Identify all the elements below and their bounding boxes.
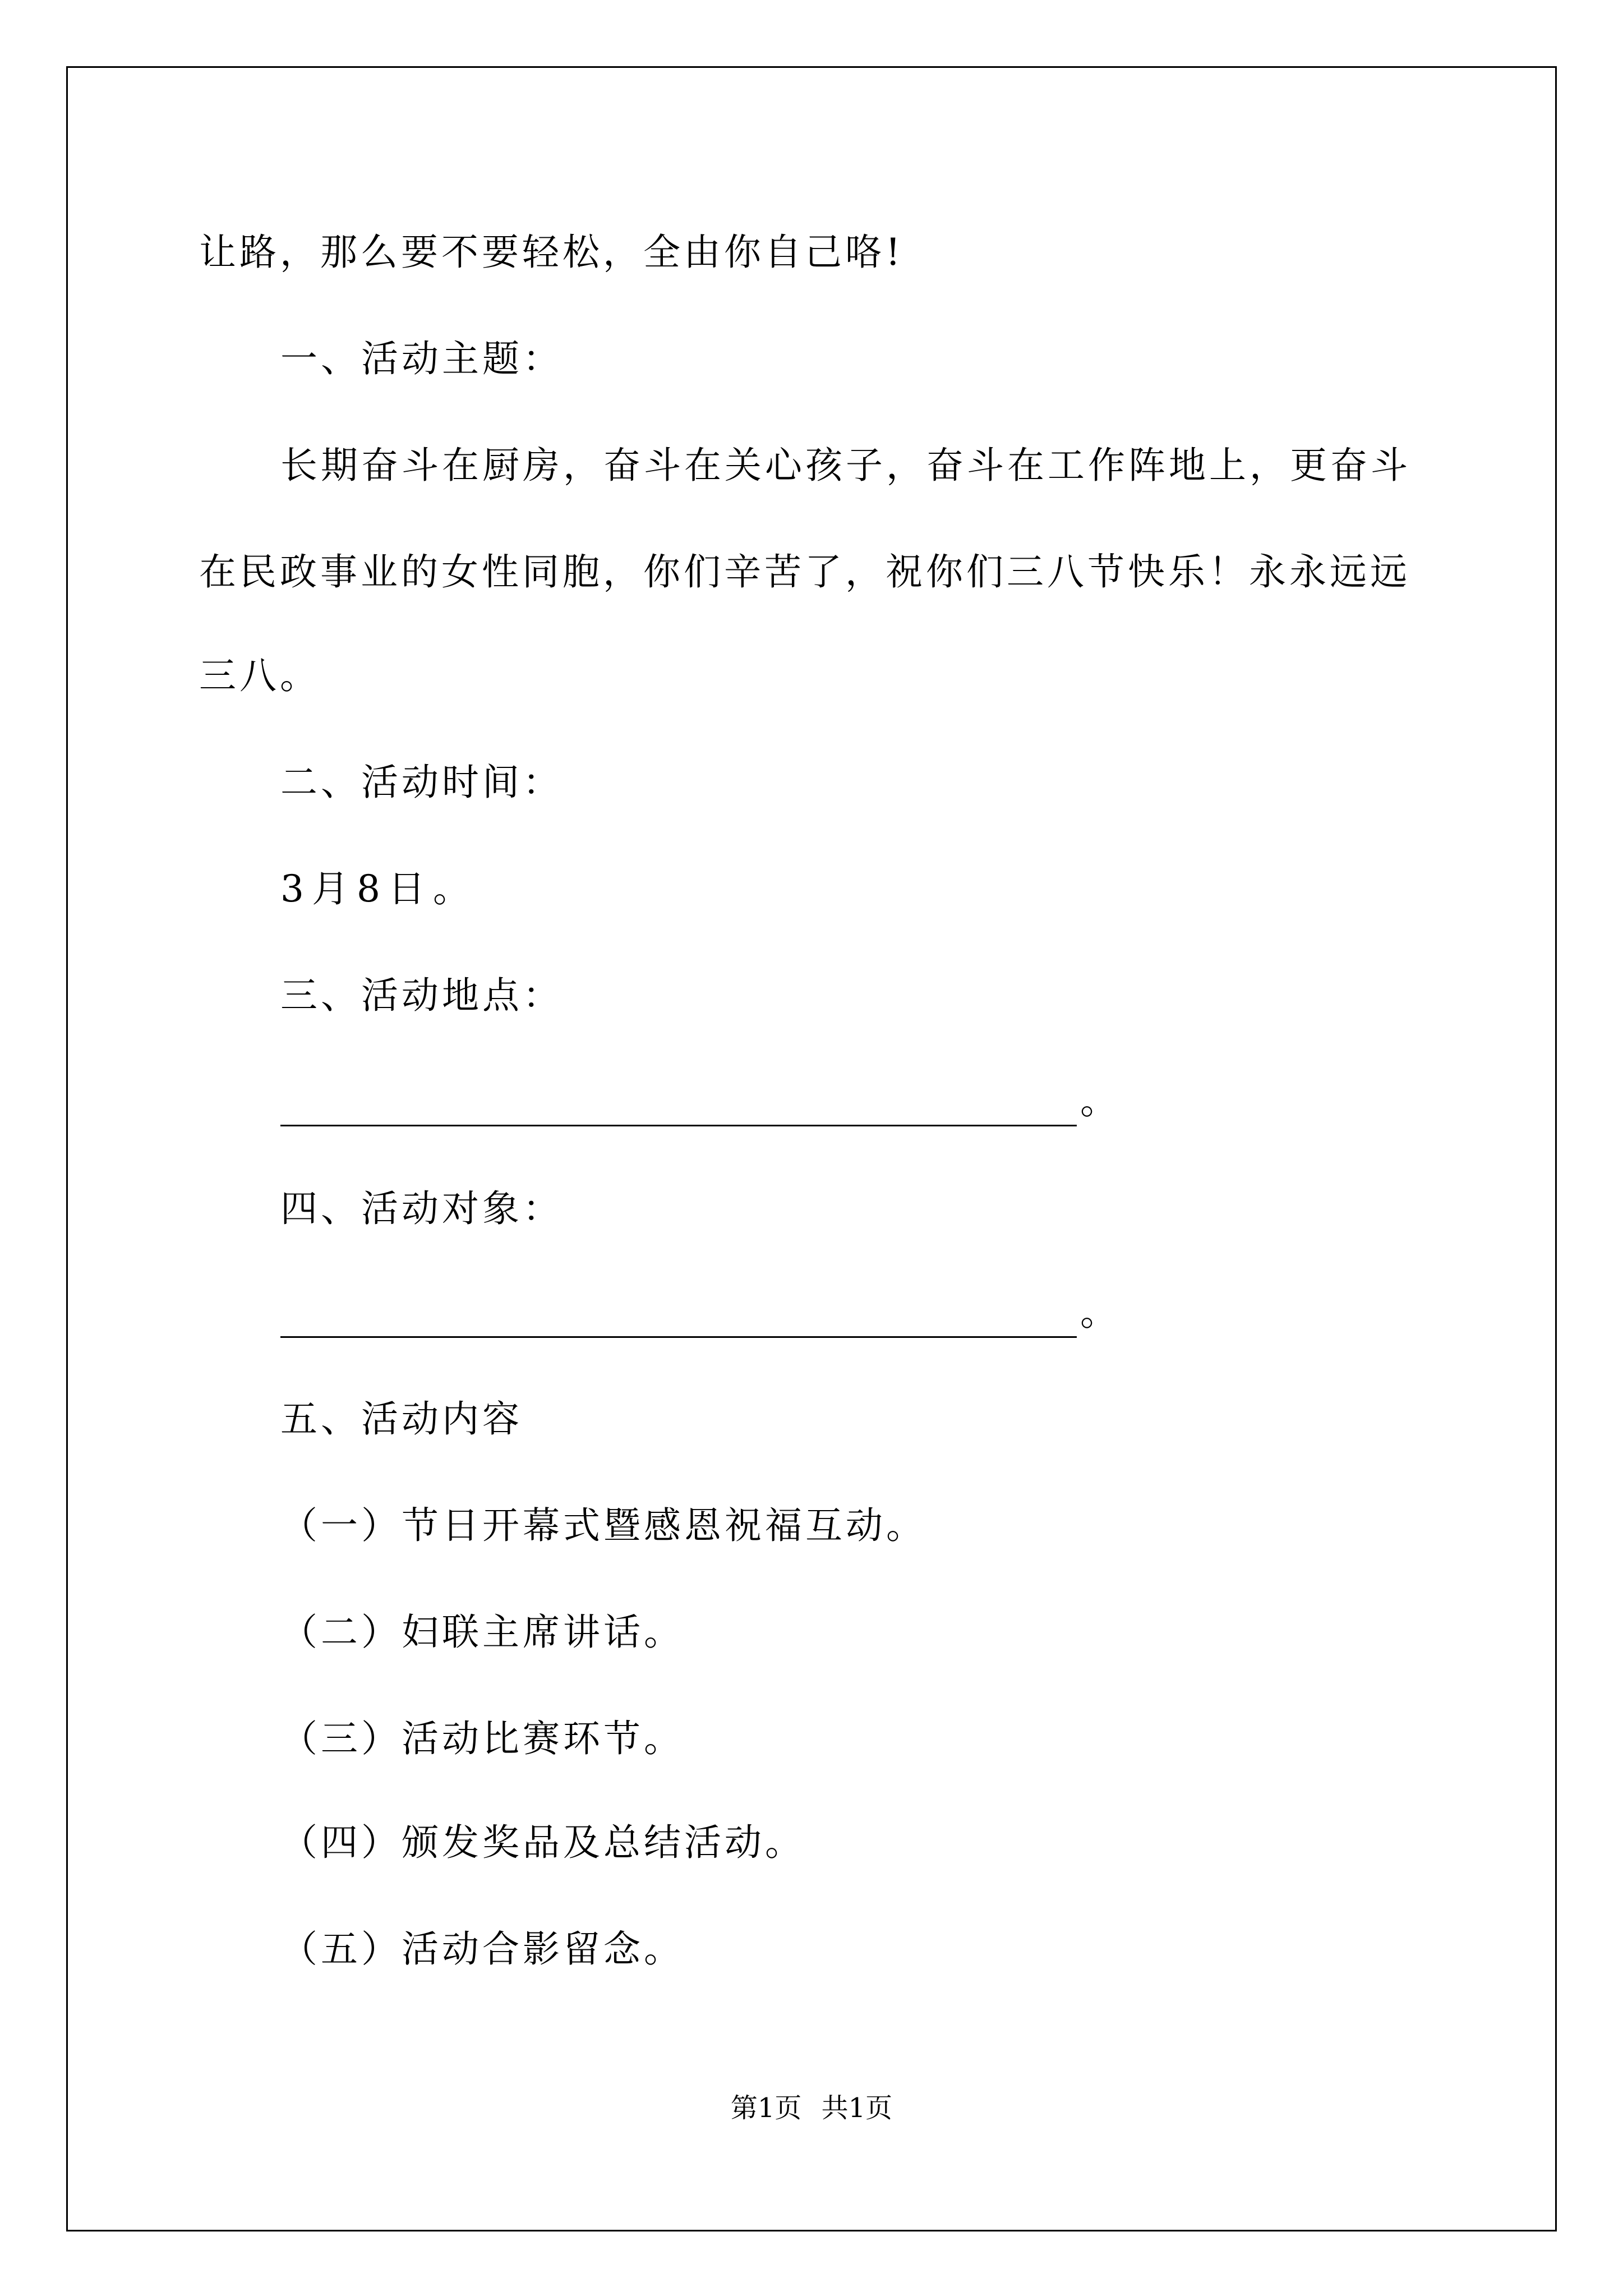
section-heading-location: 三、活动地点： xyxy=(280,974,563,1017)
content-item: （二）妇联主席讲话。 xyxy=(280,1611,684,1654)
section-heading-theme: 一、活动主题： xyxy=(280,337,563,380)
body-line: 三八。 xyxy=(199,654,320,697)
content-item: （四）颁发奖品及总结活动。 xyxy=(280,1821,805,1864)
content-item: （五）活动合影留念。 xyxy=(280,1927,684,1971)
page-border xyxy=(66,66,1557,2231)
target-blank xyxy=(280,1287,1117,1338)
location-underline[interactable] xyxy=(280,1091,1077,1126)
body-line: 在民政事业的女性同胞，你们辛苦了，祝你们三八节快乐！永永远远 xyxy=(199,550,1410,593)
content-item: （三）活动比赛环节。 xyxy=(280,1717,684,1760)
section-heading-target: 四、活动对象： xyxy=(280,1187,563,1230)
page-total: 共1页 xyxy=(821,2092,893,2124)
section-heading-time: 二、活动时间： xyxy=(280,761,563,804)
target-underline[interactable] xyxy=(280,1303,1077,1338)
body-line: 长期奋斗在厨房，奋斗在关心孩子，奋斗在工作阵地上，更奋斗 xyxy=(280,444,1411,487)
page-number: 第1页 xyxy=(730,2092,802,2124)
location-blank-suffix: 。 xyxy=(1080,1079,1117,1122)
body-line: 让路，那么要不要轻松，全由你自己咯! xyxy=(199,231,904,274)
section-heading-content: 五、活动内容 xyxy=(280,1397,523,1441)
target-blank-suffix: 。 xyxy=(1080,1291,1117,1334)
activity-date: 3月8日。 xyxy=(280,867,478,910)
location-blank xyxy=(280,1076,1117,1126)
page-footer xyxy=(0,2091,1623,2125)
content-item: （一）节日开幕式暨感恩祝福互动。 xyxy=(280,1504,926,1547)
